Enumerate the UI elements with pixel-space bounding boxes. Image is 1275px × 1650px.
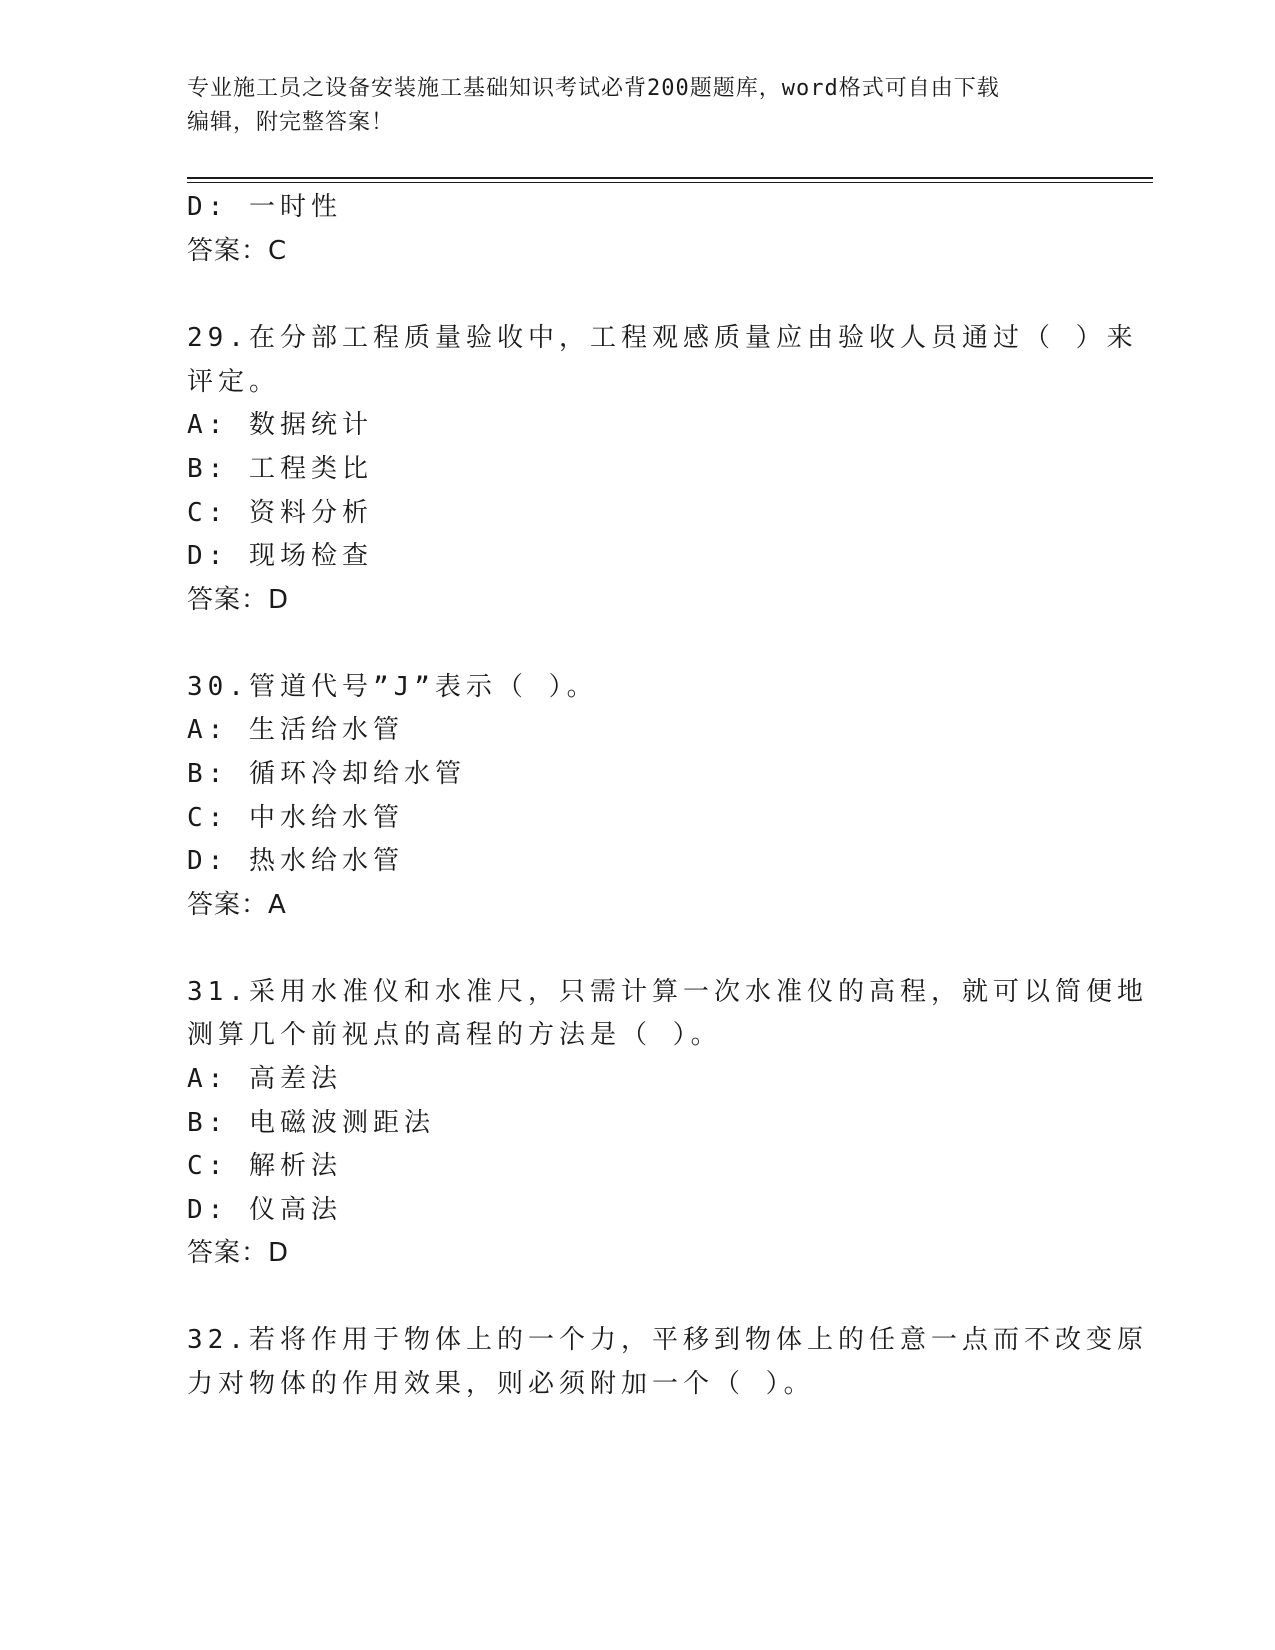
q31-stem-line-2: 测算几个前视点的高程的方法是（ ）。 xyxy=(187,1020,722,1050)
q30-option-a: A: 生活给水管 xyxy=(187,715,404,745)
q32-stem-line-1: 32.若将作用于物体上的一个力，平移到物体上的任意一点而不改变原 xyxy=(187,1325,1148,1355)
q30-option-d: D: 热水给水管 xyxy=(187,846,404,876)
header-line-2: 编辑，附完整答案！ xyxy=(187,110,395,135)
document-header xyxy=(187,72,1087,140)
prev-option-d: D: 一时性 xyxy=(187,192,342,222)
q30-option-b: B: 循环冷却给水管 xyxy=(187,759,466,789)
q30-answer: 答案：A xyxy=(187,890,287,920)
q29-answer: 答案：D xyxy=(187,585,290,615)
q30-stem-line-1: 30.管道代号”J”表示（ ）。 xyxy=(187,672,598,702)
q29-option-d: D: 现场检查 xyxy=(187,541,373,571)
q31-option-c: C: 解析法 xyxy=(187,1151,342,1181)
q31-option-a: A: 高差法 xyxy=(187,1064,342,1094)
q31-answer: 答案：D xyxy=(187,1238,290,1268)
q31-option-d: D: 仪高法 xyxy=(187,1195,342,1225)
q29-option-c: C: 资料分析 xyxy=(187,498,373,528)
prev-answer: 答案：C xyxy=(187,236,288,266)
q29-stem-line-1: 29.在分部工程质量验收中，工程观感质量应由验收人员通过（ ）来 xyxy=(187,323,1138,353)
q31-stem-line-1: 31.采用水准仪和水准尺，只需计算一次水准仪的高程，就可以简便地 xyxy=(187,977,1148,1007)
q29-stem-line-2: 评定。 xyxy=(187,367,281,397)
q31-option-b: B: 电磁波测距法 xyxy=(187,1108,435,1138)
q30-option-c: C: 中水给水管 xyxy=(187,803,404,833)
header-rule-thin xyxy=(187,182,1153,183)
header-rule-thick xyxy=(187,177,1153,179)
q32-stem-line-2: 力对物体的作用效果，则必须附加一个（ ）。 xyxy=(187,1369,815,1399)
q29-option-a: A: 数据统计 xyxy=(187,410,373,440)
q29-option-b: B: 工程类比 xyxy=(187,454,373,484)
header-line-1: 专业施工员之设备安装施工基础知识考试必背200题题库，word格式可自由下载 xyxy=(187,76,1000,101)
